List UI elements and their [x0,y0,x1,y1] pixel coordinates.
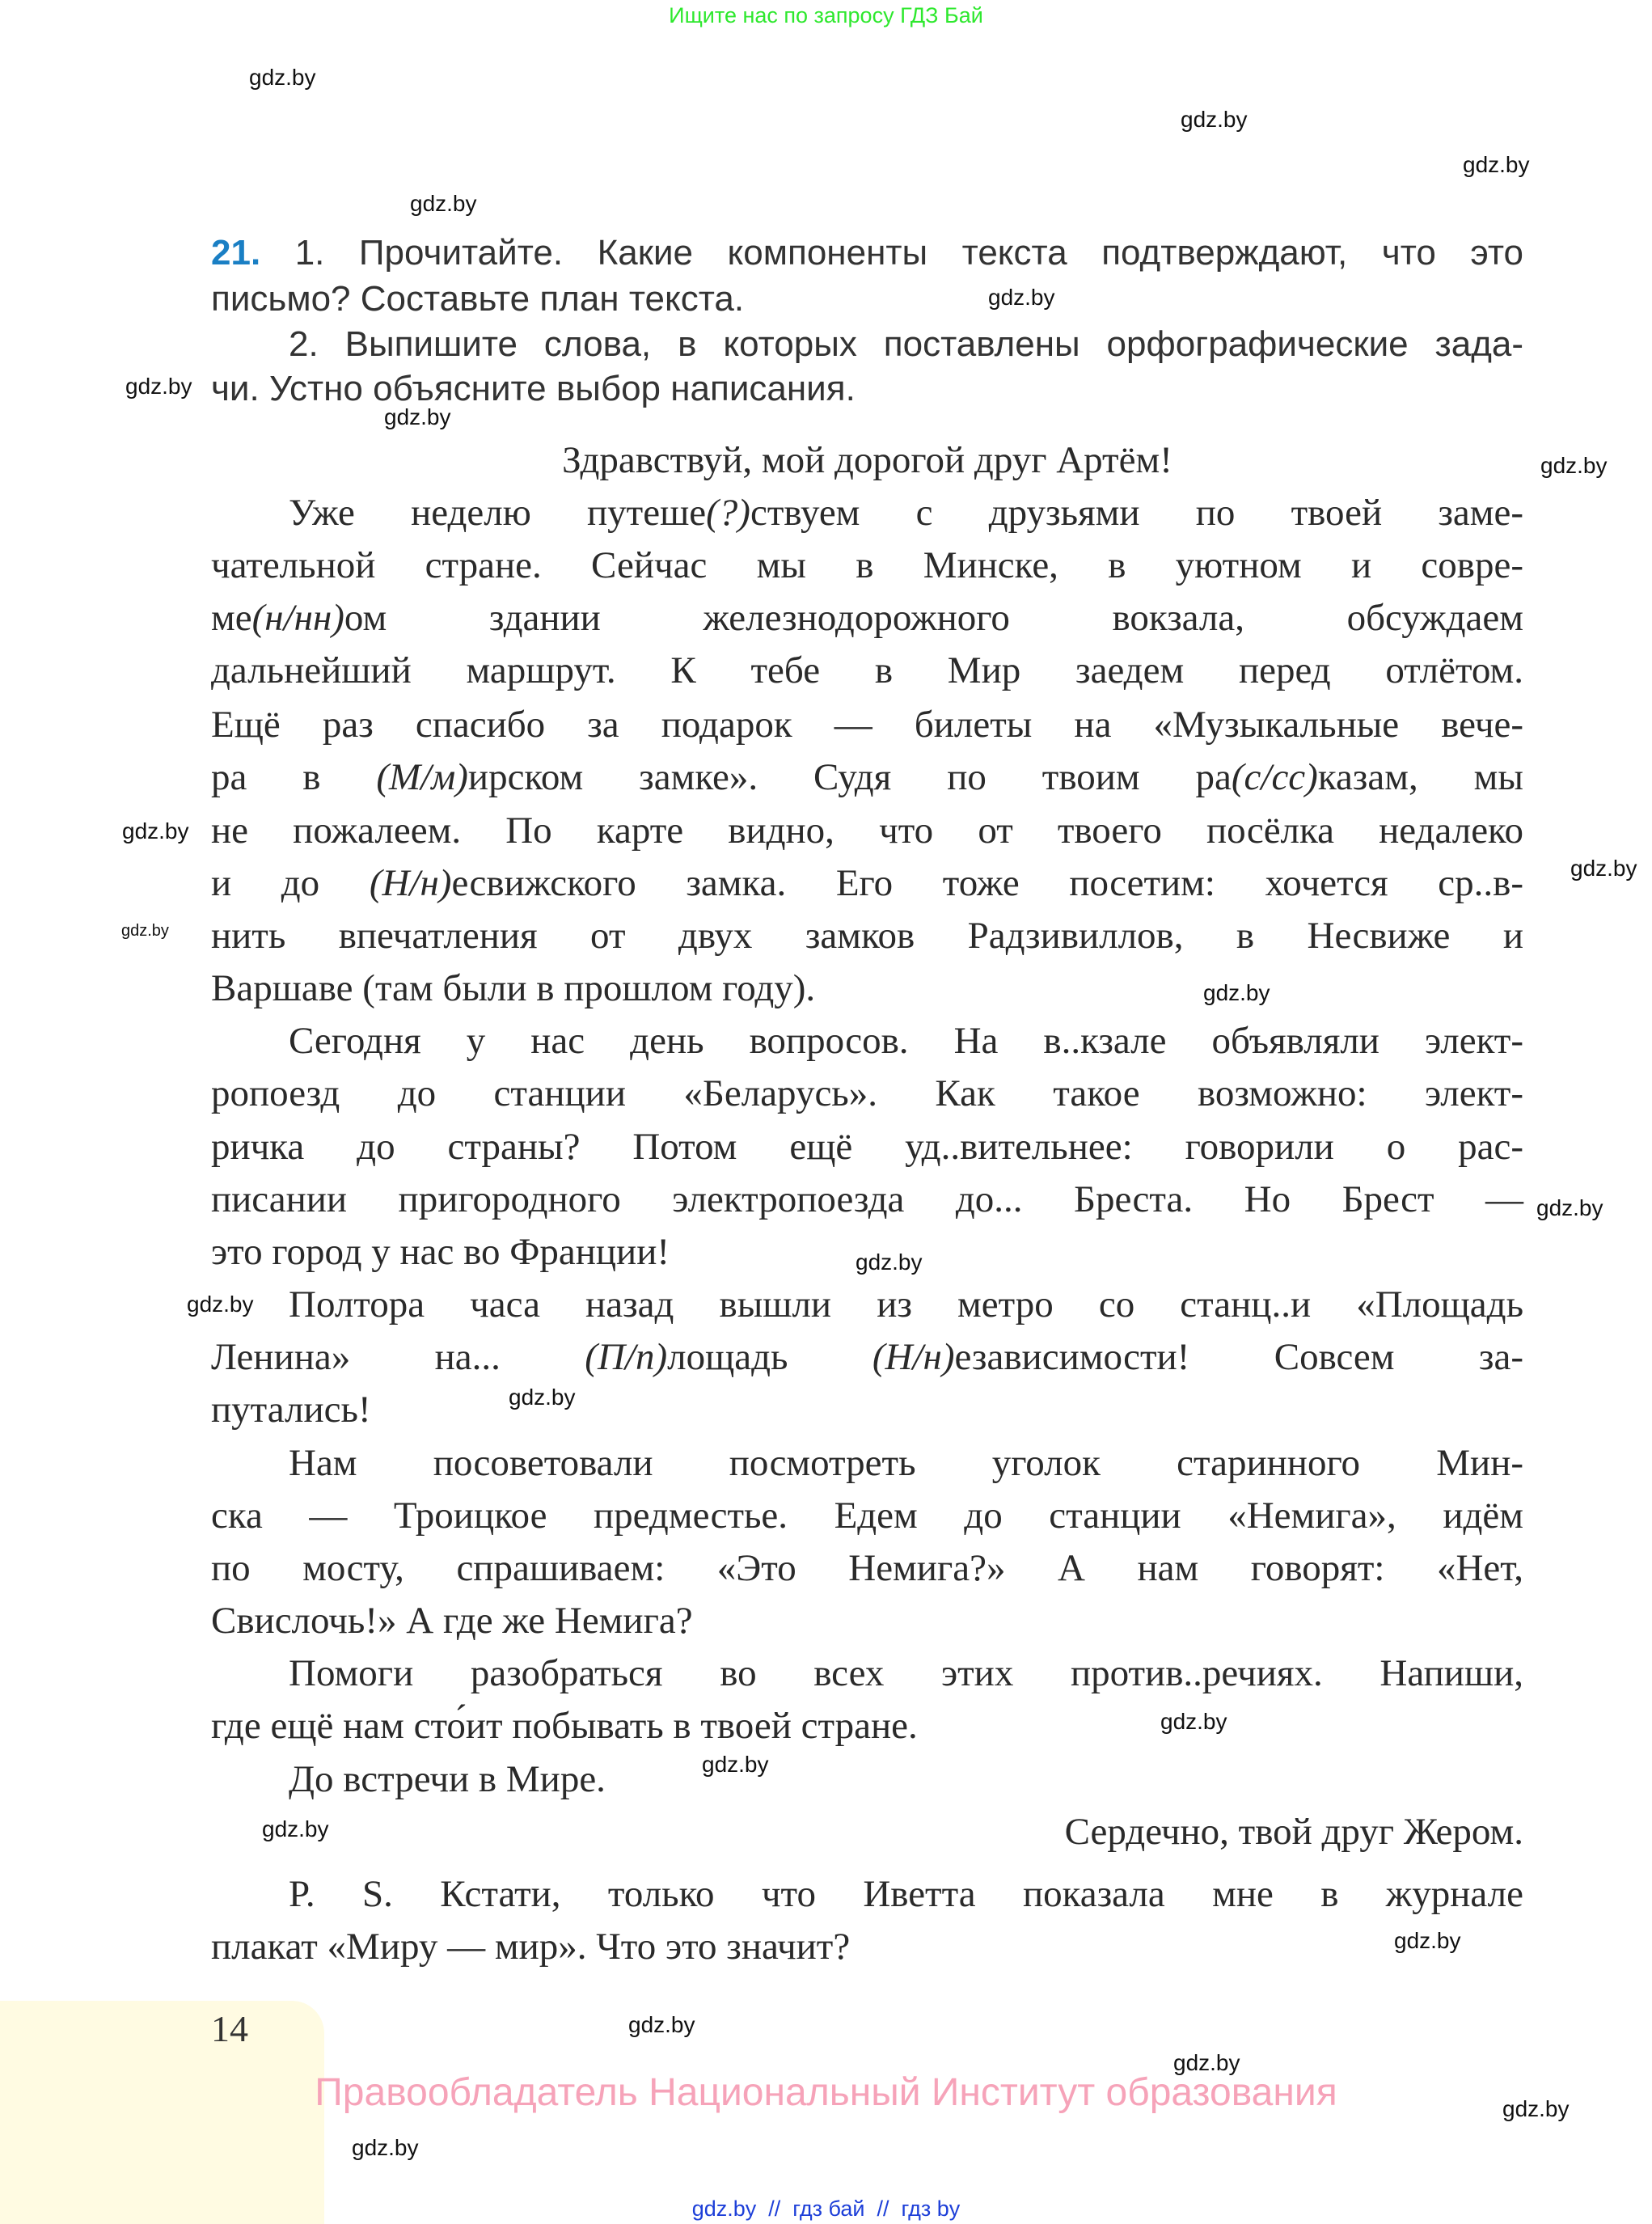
task-text: 1. Прочитайте. Какие компоненты текста подтверждают, что это [294,233,1523,273]
letter-line [211,1384,1523,1436]
task-line: письмо? Составьте план текста. [211,279,745,319]
letter-line [211,1700,1523,1753]
gdz-watermark: gdz.by [384,404,451,429]
letter-line [211,1490,1523,1542]
letter-line [211,1921,1523,1973]
spelling-gap: (н/нн) [251,597,344,639]
letter-text-segment: лощадь [667,1336,872,1378]
letter-line [211,645,1523,697]
letter-text-segment: ропоезд до станции «Беларусь». Как такое возможно: элект- [211,1072,1523,1114]
letter-line [211,1542,1523,1595]
gdz-watermark: gdz.by [1502,2096,1570,2121]
letter-text-segment: ричка до страны? Потом ещё уд..вительнее: говорили о рас- [211,1126,1523,1168]
letter-text-segment: Сегодня у нас день вопросов. На в..кзале объявляли элект- [289,1020,1523,1062]
gdz-watermark: gdz.by [1536,1195,1603,1220]
letter-text-segment: До встречи в Мире. [289,1758,606,1800]
letter-text-segment: не пожалеем. По карте видно, что от твоего посёлка недалеко [211,810,1523,852]
gdz-watermark: gdz.by [410,191,477,216]
search-hint-banner: Ищите нас по запросу ГДЗ Бай [669,3,983,27]
gdz-watermark: gdz.by [352,2135,419,2160]
gdz-watermark: gdz.by [1570,856,1637,881]
letter-line [211,434,1523,487]
letter-text-segment: дальнейший маршрут. К тебе в Мир заедем перед отлётом. [211,649,1523,691]
gdz-watermark: gdz.by [988,285,1055,310]
letter-text-segment: ом здании железнодорожного вокзала, обсуждаем [344,597,1523,639]
letter-line [211,1868,1523,1921]
letter-line [211,539,1523,592]
letter-line [211,805,1523,857]
spelling-gap: (П/п) [585,1336,668,1378]
letter-text-segment: Здравствуй, мой дорогой друг Артём! [562,439,1172,481]
letter-line [211,751,1523,804]
footer-links[interactable]: gdz.by // гдз бай // гдз by [691,2197,961,2221]
spelling-gap: (с/сс) [1231,756,1318,798]
task-number: 21. [211,233,261,273]
gdz-watermark: gdz.by [1463,152,1530,177]
letter-text-segment: Нам посоветовали посмотреть уголок старинного Мин- [289,1442,1523,1484]
letter-line [211,1595,1523,1647]
gdz-watermark: gdz.by [1181,107,1248,132]
letter-text-segment: езависимости! Совсем за- [954,1336,1524,1378]
gdz-watermark: gdz.by [122,818,189,844]
letter-line [211,1068,1523,1120]
letter-line [211,1437,1523,1490]
letter-text-segment: Свислочь!» А где же Немига? [211,1600,693,1642]
letter-line [211,1753,1523,1806]
letter-line [211,910,1523,962]
letter-text-segment: где ещё нам сто́ит побывать в твоей стране. [211,1705,918,1747]
spelling-gap: (М/м) [376,756,468,798]
gdz-watermark: gdz.by [1540,453,1608,478]
gdz-watermark: gdz.by [1160,1709,1227,1734]
task-line [211,230,1523,276]
letter-text-segment: Уже неделю путеше [289,492,707,534]
gdz-watermark: gdz.by [1203,980,1270,1005]
spelling-gap: (Н/н) [369,862,452,904]
letter-text-segment: ме [211,597,252,639]
letter-line [211,1279,1523,1331]
letter-line [211,1647,1523,1700]
gdz-watermark: gdz.by [187,1292,254,1317]
letter-line [211,699,1523,751]
gdz-watermark: gdz.by [262,1816,329,1841]
letter-line [211,1806,1523,1858]
gdz-watermark: gdz.by [856,1249,923,1275]
letter-text-segment: есвижского замка. Его тоже посетим: хочется ср..в- [451,862,1523,904]
gdz-watermark: gdz.by [1394,1928,1461,1953]
letter-line [211,962,1523,1015]
letter-text-segment: Ленина» на... [211,1336,585,1378]
letter-text-segment: плакат «Миру — мир». Что это значит? [211,1926,851,1968]
gdz-watermark: gdz.by [125,374,192,399]
letter-line [211,857,1523,910]
letter-line [211,1173,1523,1226]
letter-text-segment: P. S. Кстати, только что Иветта показала мне в журнале [289,1873,1523,1915]
gdz-watermark: gdz.by [249,65,316,90]
letter-text-segment: Помоги разобраться во всех этих против..речиях. Напиши, [289,1652,1523,1694]
letter-text-segment: и до [211,862,370,904]
gdz-watermark: gdz.by [1173,2050,1240,2075]
letter-text-segment: Сердечно, твой друг Жером. [1064,1811,1523,1853]
spelling-gap: (Н/н) [872,1336,955,1378]
letter-line [211,1121,1523,1173]
letter-text-segment: писании пригородного электропоезда до... Бреста. Но Брест — [211,1178,1523,1220]
task-line: 2. Выпишите слова, в которых поставлены орфографические зада- [289,324,1523,364]
letter-text-segment: Ещё раз спасибо за подарок — билеты на «Музыкальные вече- [211,704,1523,746]
page-number: 14 [211,2008,248,2049]
letter-text-segment: по мосту, спрашиваем: «Это Немига?» А нам говорят: «Нет, [211,1547,1523,1589]
gdz-watermark: gdz.by [628,2012,695,2037]
letter-text-segment: это город у нас во Франции! [211,1231,670,1273]
gdz-watermark: gdz.by [702,1752,769,1777]
spelling-gap: (?) [706,492,750,534]
letter-line [211,1331,1523,1384]
rights-holder-watermark: Правообладатель Национальный Институт образования [315,2071,1337,2114]
letter-line [211,1226,1523,1279]
letter-text-segment: путались! [211,1389,371,1431]
gdz-watermark: gdz.by [121,922,169,940]
letter-text-segment: казам, мы [1317,756,1523,798]
task-line: чи. Устно объясните выбор написания. [211,369,856,408]
letter-line [211,487,1523,539]
letter-text-segment: ра в [211,756,377,798]
letter-text-segment: чательной стране. Сейчас мы в Минске, в уютном и совре- [211,544,1523,586]
letter-text-segment: нить впечатления от двух замков Радзивиллов, в Несвиже и [211,915,1523,957]
letter-text-segment: Варшаве (там были в прошлом году). [211,967,816,1009]
gdz-watermark: gdz.by [509,1385,576,1410]
letter-text-segment: ирском замке». Судя по твоим ра [467,756,1232,798]
letter-text-segment: Полтора часа назад вышли из метро со станц..и «Площадь [289,1283,1523,1326]
letter-line [211,592,1523,645]
letter-text-segment: ска — Троицкое предместье. Едем до станции «Немига», идём [211,1495,1523,1537]
letter-line [211,1015,1523,1068]
letter-text-segment: ствуем с друзьями по твоей заме- [750,492,1524,534]
